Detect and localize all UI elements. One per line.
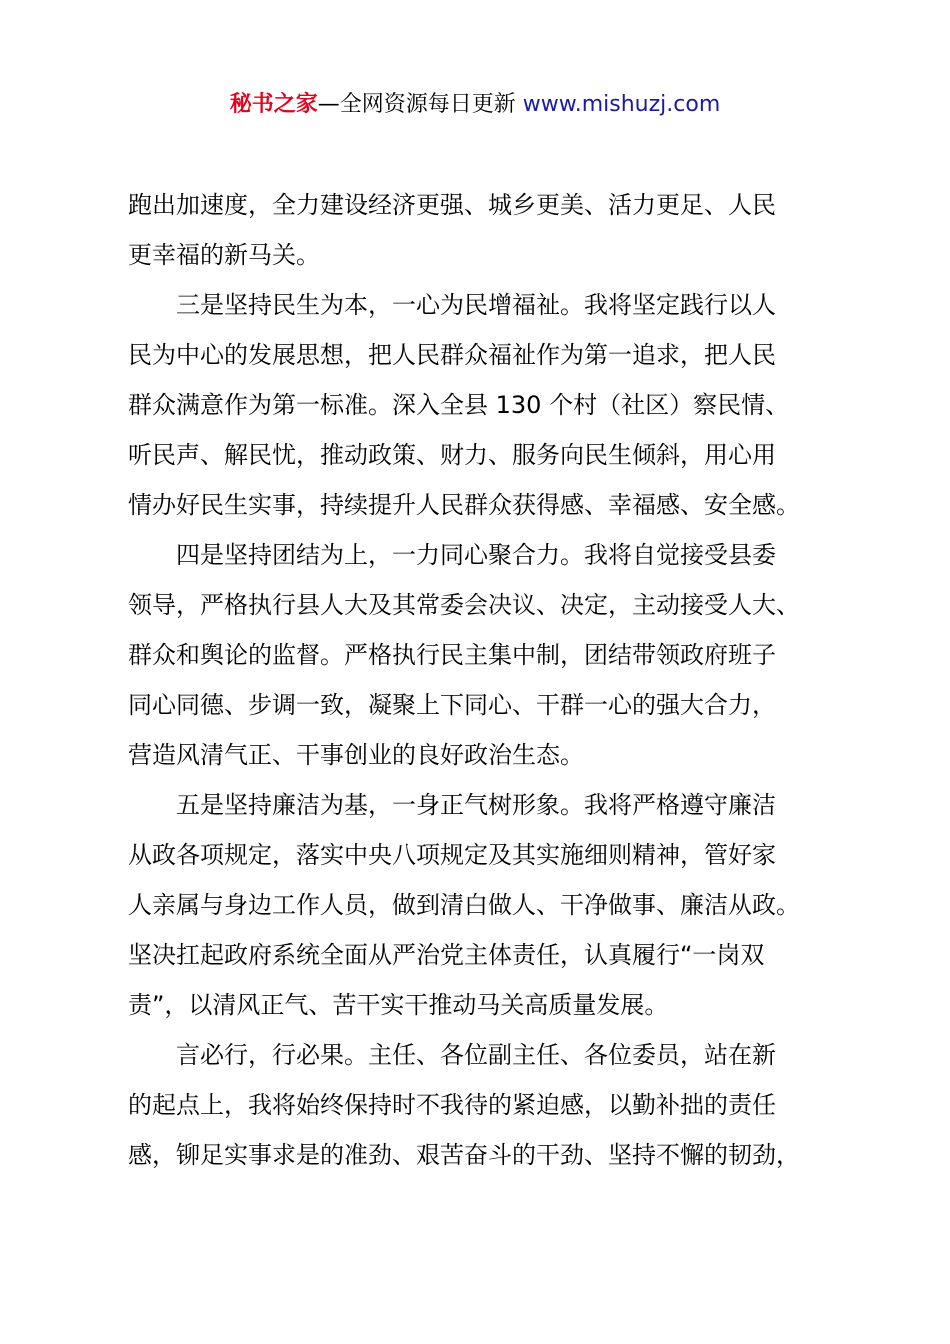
text-line: 情办好民生实事，持续提升人民群众获得感、幸福感、安全感。 [128,491,800,519]
text-line: 坚决扛起政府系统全面从严治党主体责任，认真履行“一岗双 [128,941,765,969]
text-line: 感，铆足实事求是的准劲、艰苦奋斗的干劲、坚持不懈的韧劲， [128,1141,800,1169]
text-line: 群众满意作为第一标准。深入全县 130 个村（社区）察民情、 [128,391,790,419]
text-line: 的起点上，我将始终保持时不我待的紧迫感，以勤补拙的责任 [128,1091,776,1119]
paragraph-start-line: 三是坚持民生为本，一心为民增福祉。我将坚定践行以人 [176,291,776,319]
text-line: 民为中心的发展思想，把人民群众福祉作为第一追求，把人民 [128,341,776,369]
text-line: 同心同德、步调一致，凝聚上下同心、干群一心的强大合力， [128,691,776,719]
site-url-link[interactable]: www.mishuzj.com [522,92,721,117]
text-line: 领导，严格执行县人大及其常委会决议、决定，主动接受人大、 [128,591,800,619]
site-header [0,88,950,122]
text-line: 跑出加速度，全力建设经济更强、城乡更美、活力更足、人民 [128,191,776,219]
brand-name: 秘书之家 [229,92,318,117]
document-body [128,180,832,1180]
header-tagline: —全网资源每日更新 [317,92,523,117]
text-line: 更幸福的新马关。 [128,241,320,269]
paragraph-start-line: 四是坚持团结为上，一力同心聚合力。我将自觉接受县委 [176,541,776,569]
text-line: 人亲属与身边工作人员，做到清白做人、干净做事、廉洁从政。 [128,891,800,919]
paragraph-start-line: 五是坚持廉洁为基，一身正气树形象。我将严格遵守廉洁 [176,791,776,819]
text-line: 从政各项规定，落实中央八项规定及其实施细则精神，管好家 [128,841,776,869]
paragraph-start-line: 言必行，行必果。主任、各位副主任、各位委员，站在新 [176,1041,776,1069]
text-line: 群众和舆论的监督。严格执行民主集中制，团结带领政府班子 [128,641,776,669]
text-line: 责”，以清风正气、苦干实干推动马关高质量发展。 [128,991,669,1019]
text-line: 营造风清气正、干事创业的良好政治生态。 [128,741,584,769]
text-line: 听民声、解民忧，推动政策、财力、服务向民生倾斜，用心用 [128,441,776,469]
